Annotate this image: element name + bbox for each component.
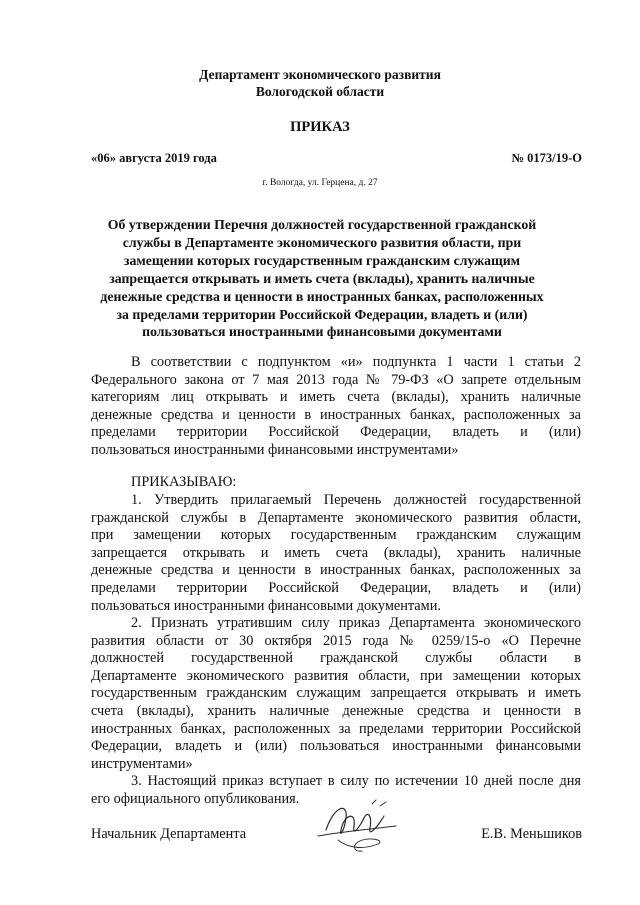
text-line: государственным гражданским служащим запрещается открывать и иметь [91, 685, 581, 702]
subject-line: денежные средства и ценности в иностранных банках, расположенных [100, 288, 544, 304]
text-line: 2. Признать утратившим силу приказ Департамента экономического [131, 615, 581, 631]
department-name-line1: Департамент экономического развития [199, 67, 441, 82]
text-line: Федерации, владеть и (или) пользоваться иностранными финансовыми [91, 738, 581, 755]
text-line: Департаменте экономического развития области, при замещении которых [91, 667, 581, 684]
document-title: ПРИКАЗ [290, 119, 350, 135]
text-line: пределами территории Российской Федерации, владеть и (или) [91, 424, 581, 441]
text-line: пользоваться иностранными финансовыми документами. [91, 597, 441, 614]
document-subject [78, 216, 566, 341]
intro-paragraph [91, 354, 581, 460]
text-line: счета (вклады), хранить наличные денежные средства и ценности в [91, 702, 581, 719]
text-line: развития области от 30 октября 2015 года № 0259/15-о «О Перечне [91, 632, 581, 649]
document-place: г. Вологда, ул. Герцена, д. 27 [262, 178, 378, 188]
text-line: 3. Настоящий приказ вступает в силу по истечении 10 дней после дня [131, 773, 581, 789]
text-line: В соответствии с подпунктом «и» подпункта 1 части 1 статьи 2 [131, 354, 581, 370]
text-line: запрещается открывать и иметь счета (вклады), хранить наличные [91, 544, 581, 561]
text-line: категориям лиц открывать и иметь счета (вклады), хранить наличные [91, 389, 581, 406]
subject-line: службы в Департаменте экономического развития области, при [122, 234, 522, 250]
text-line: ПРИКАЗЫВАЮ: [131, 474, 237, 490]
subject-line: за пределами территории Российской Федерации, владеть и (или) [116, 306, 528, 322]
text-line: денежные средства и ценности в иностранных банках, расположенных за [91, 562, 581, 579]
paragraph-1 [91, 492, 581, 615]
signatory-name: Е.В. Меньшиков [481, 826, 582, 842]
text-line: инструментами» [91, 755, 193, 772]
text-line: пределами территории Российской Федерации, владеть и (или) [91, 579, 581, 596]
subject-line: Об утверждении Перечня должностей государственной гражданской [107, 217, 537, 232]
text-line: Федерального закона от 7 мая 2013 года № 79-ФЗ «О запрете отдельным [91, 371, 581, 388]
text-line: его официального опубликования. [91, 790, 300, 807]
signatory-position: Начальник Департамента [91, 826, 247, 842]
document-number: № 0173/19-О [511, 151, 582, 165]
order-word [91, 474, 581, 492]
text-line: пользоваться иностранными финансовыми инструментами» [91, 441, 459, 458]
subject-line: пользоваться иностранными финансовыми документами [142, 324, 502, 340]
text-line: должностей государственной гражданской службы области в [91, 650, 581, 667]
handwritten-signature [308, 796, 408, 856]
department-name-line2: Вологодской области [255, 84, 385, 99]
paragraph-2 [91, 615, 581, 773]
subject-line: замещении которых государственным гражданским служащим [123, 252, 521, 268]
text-line: денежные средства и ценности в иностранных банках, расположенных за [91, 406, 581, 423]
text-line: 1. Утвердить прилагаемый Перечень должностей государственной [131, 492, 581, 508]
document-date: «06» августа 2019 года [91, 151, 217, 165]
text-line: иностранных банках, расположенных за пределами территории Российской [91, 720, 581, 737]
subject-line: запрещается открывать и иметь счета (вклады), хранить наличные [109, 270, 535, 286]
text-line: при замещении которых государственным гражданским служащим [91, 527, 581, 544]
text-line: гражданской службы в Департаменте экономического развития области, [91, 509, 581, 526]
